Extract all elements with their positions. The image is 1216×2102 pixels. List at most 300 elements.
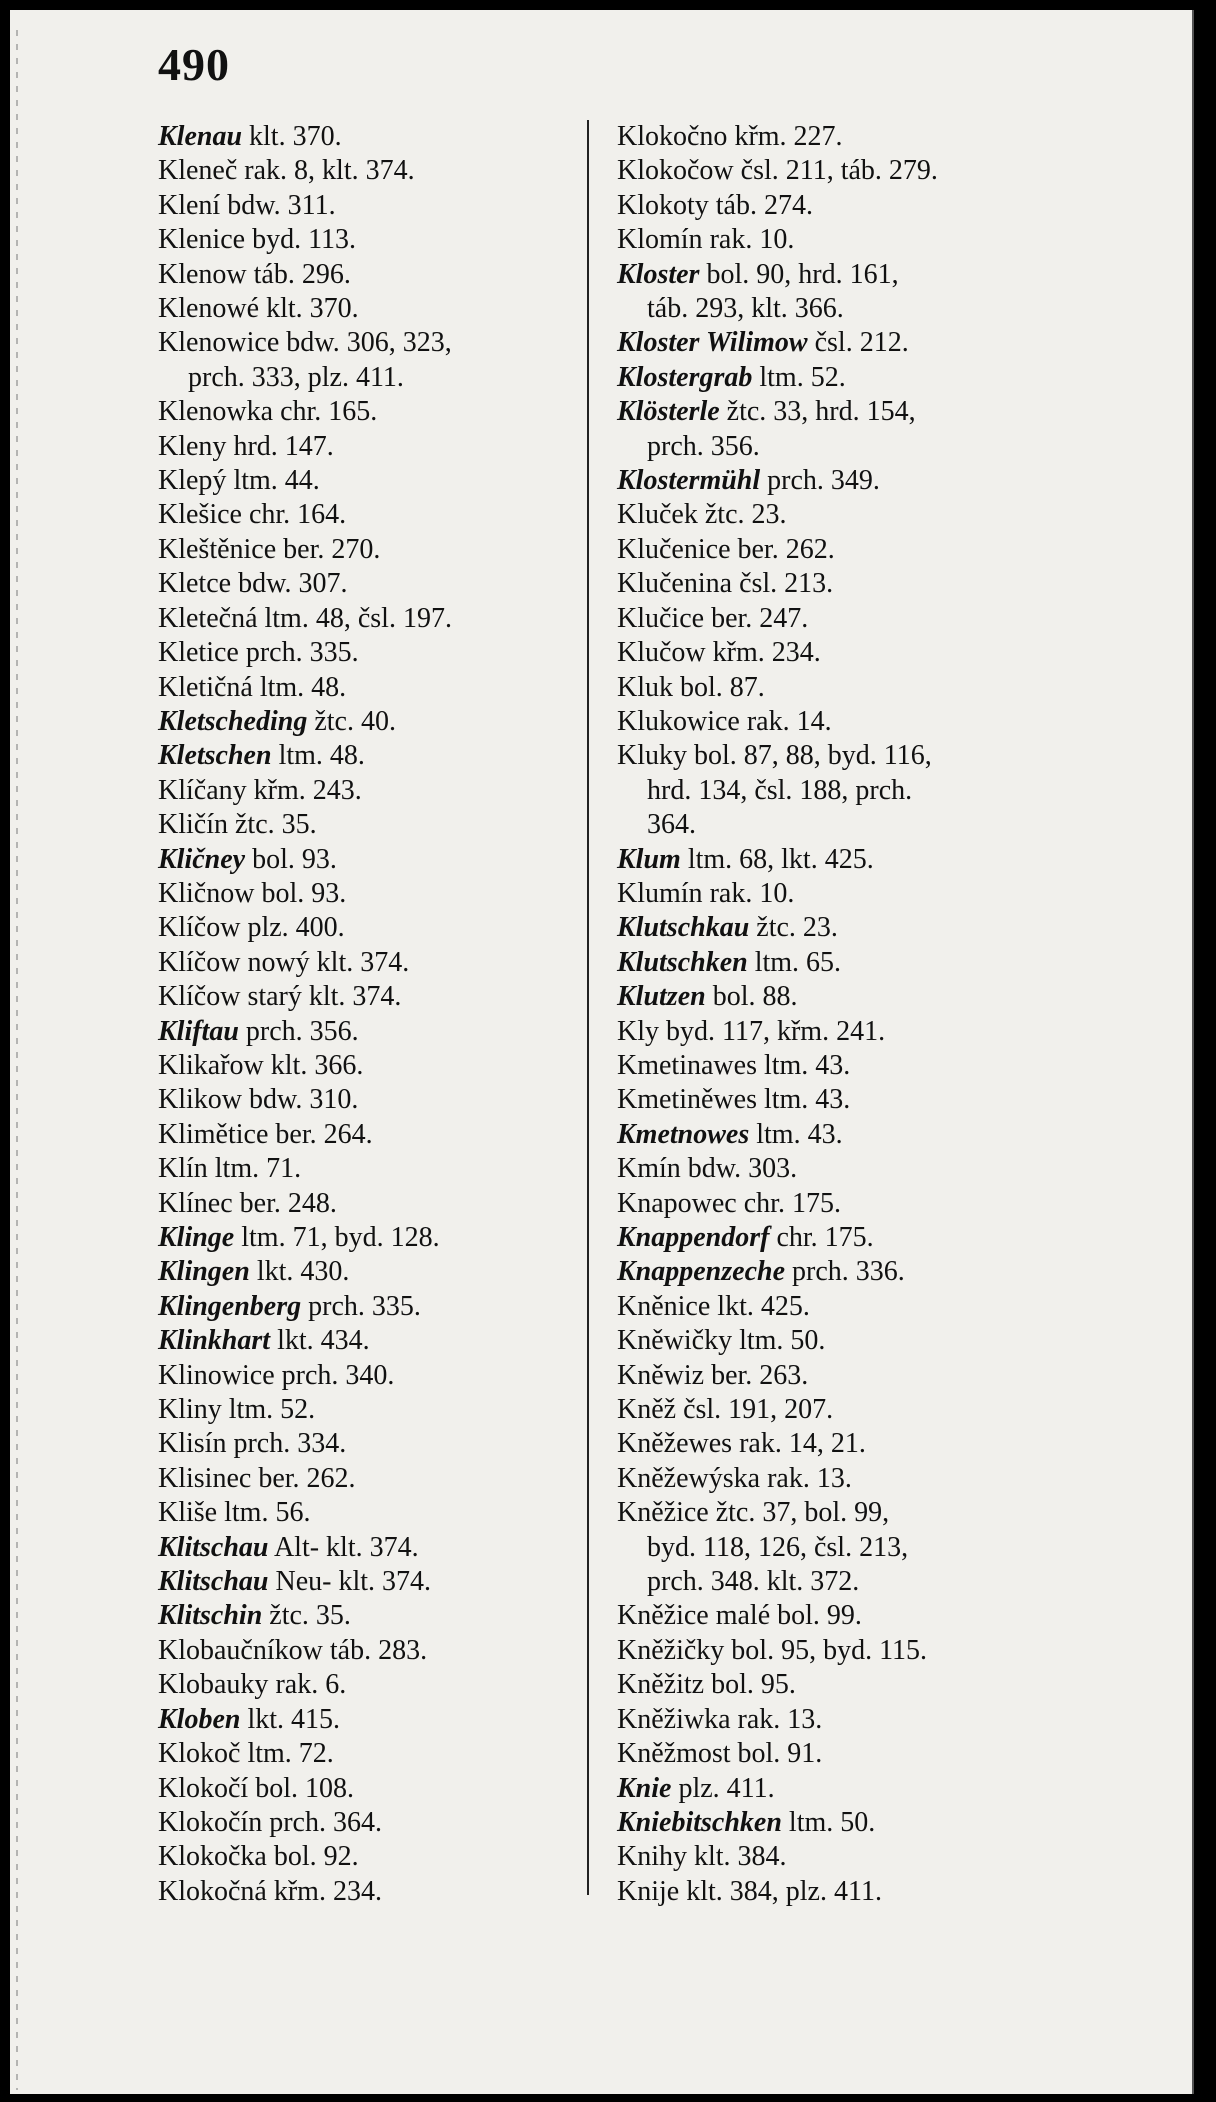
- entry-references: rak. 14.: [739, 705, 832, 737]
- index-entry: [158, 1393, 608, 1427]
- entry-headword: Klínec: [158, 1187, 233, 1219]
- entry-continuation: byd. 118, 126, čsl. 213,: [647, 1531, 909, 1563]
- entry-references: ltm. 44.: [226, 465, 320, 497]
- index-entry: [617, 1118, 1067, 1152]
- entry-references: křm. 234.: [266, 1875, 382, 1907]
- entry-headword: Kloben: [158, 1703, 241, 1735]
- index-entry: [617, 464, 1067, 498]
- index-entry: [617, 911, 1067, 945]
- index-entry: [158, 154, 608, 188]
- entry-references: táb. 274.: [708, 189, 813, 221]
- entry-headword: Kněžewes: [617, 1428, 733, 1460]
- entry-headword: Kletce: [158, 568, 232, 600]
- entry-references: lkt. 434.: [270, 1325, 370, 1357]
- index-entry: [158, 1806, 608, 1840]
- entry-references: ltm. 52.: [752, 361, 846, 393]
- entry-references: rak. 13.: [760, 1462, 852, 1494]
- index-entry: [158, 946, 608, 980]
- entry-headword: Klešice: [158, 499, 242, 531]
- entry-headword: Klinge: [158, 1222, 235, 1253]
- entry-references: žtc. 23.: [749, 912, 838, 944]
- entry-headword: Knije: [617, 1875, 680, 1907]
- index-entry: [158, 980, 608, 1014]
- entry-headword: Kmetinawes: [617, 1049, 757, 1081]
- index-entry: [158, 1462, 608, 1496]
- entry-references: ltm. 43.: [756, 1049, 851, 1081]
- entry-references: bol. 108.: [248, 1772, 354, 1804]
- index-entry: [158, 1187, 608, 1221]
- entry-headword: Kmín: [617, 1153, 681, 1185]
- index-entry: [617, 567, 1067, 601]
- index-entry: [158, 1015, 608, 1049]
- index-entry: [617, 1806, 1067, 1840]
- index-entry: [158, 808, 608, 842]
- entry-references: ltm. 48.: [252, 671, 347, 703]
- entry-references: rak. 6.: [268, 1669, 347, 1701]
- index-entry: [617, 361, 1067, 395]
- entry-continuation: prch. 356.: [647, 430, 760, 462]
- index-entry: [617, 533, 1067, 567]
- page-number: 490: [158, 39, 230, 90]
- entry-headword: Knappenzeche: [617, 1256, 785, 1288]
- entry-headword: Klostermühl: [617, 465, 761, 497]
- entry-headword: Kliftau: [158, 1015, 239, 1047]
- index-entry: [617, 1049, 1067, 1083]
- index-entry: [158, 1083, 608, 1117]
- entry-references: bdw. 303.: [680, 1153, 798, 1185]
- entry-references: ber. 262.: [251, 1462, 356, 1494]
- entry-headword: Klutschken: [617, 946, 748, 978]
- entry-references: chr. 164.: [241, 499, 347, 531]
- entry-references: rak. 8, klt. 374.: [237, 155, 415, 187]
- index-entry: [158, 843, 608, 877]
- entry-references: ber. 263.: [704, 1359, 809, 1391]
- entry-headword: Kloster Wilimow: [617, 327, 808, 359]
- index-entry: [617, 1324, 1067, 1358]
- index-entry: [158, 1324, 608, 1358]
- entry-references: prch. 334.: [226, 1428, 347, 1460]
- index-entry: [617, 1359, 1067, 1393]
- index-entry: [617, 1703, 1067, 1737]
- entry-references: ltm. 43.: [749, 1118, 843, 1150]
- entry-headword: Klostergrab: [617, 361, 753, 393]
- index-column-right: [617, 120, 1067, 1909]
- entry-headword: Kleny: [158, 430, 227, 462]
- entry-references: ltm. 56.: [217, 1497, 311, 1529]
- index-entry: [617, 1875, 1067, 1909]
- entry-references: lkt. 430.: [249, 1256, 350, 1288]
- entry-references: klt. 384, plz. 411.: [679, 1875, 882, 1907]
- index-entry: [158, 1255, 608, 1289]
- index-entry: [617, 1634, 1067, 1668]
- entry-headword: Klokočná: [158, 1875, 267, 1907]
- index-entry: [158, 1290, 608, 1324]
- index-entry: [617, 258, 1067, 327]
- entry-headword: Kluk: [617, 671, 673, 703]
- entry-references: ber. 248.: [232, 1187, 337, 1219]
- entry-references: čsl. 211, táb. 279.: [733, 155, 938, 187]
- index-entry: [158, 911, 608, 945]
- entry-references: žtc. 35.: [262, 1600, 351, 1632]
- entry-references: žtc. 37, bol. 99,: [708, 1497, 890, 1529]
- entry-headword: Klenow: [158, 258, 247, 290]
- index-entry: [158, 1737, 608, 1771]
- entry-headword: Kněnice: [617, 1290, 711, 1322]
- entry-headword: Klučenina: [617, 568, 733, 600]
- index-entry: [158, 258, 608, 292]
- entry-references: žtc. 33, hrd. 154,: [719, 396, 916, 428]
- index-entry: [158, 1668, 608, 1702]
- entry-references: klt. 370.: [242, 121, 342, 152]
- entry-headword: Kloster: [617, 258, 700, 290]
- index-entry: [158, 326, 608, 395]
- entry-headword: Klingenberg: [158, 1290, 302, 1322]
- index-entry: [158, 1531, 608, 1565]
- entry-references: bol. 93.: [254, 877, 347, 909]
- entry-references: ber. 247.: [704, 602, 809, 634]
- index-entry: [617, 1015, 1067, 1049]
- entry-references: starý klt. 374.: [240, 981, 402, 1013]
- entry-headword: Kletschen: [158, 740, 272, 772]
- entry-headword: Kněžitz: [617, 1669, 705, 1701]
- entry-references: prch. 335.: [301, 1290, 421, 1322]
- page-edge-shadow: [16, 30, 18, 2090]
- entry-headword: Klepý: [158, 465, 227, 497]
- entry-headword: Klíčany: [158, 774, 247, 806]
- index-entry: [617, 154, 1067, 188]
- entry-references: žtc. 40.: [307, 705, 396, 737]
- entry-references: rak. 14, 21.: [732, 1428, 866, 1460]
- entry-references: bol. 92.: [266, 1841, 359, 1873]
- index-entry: [158, 498, 608, 532]
- entry-headword: Klučice: [617, 602, 705, 634]
- entry-headword: Kličney: [158, 843, 246, 875]
- entry-headword: Klum: [617, 843, 681, 875]
- entry-headword: Klomín: [617, 224, 703, 256]
- entry-headword: Klíčow: [158, 912, 241, 944]
- entry-references: ltm. 43.: [756, 1084, 851, 1116]
- entry-headword: Kněwiz: [617, 1359, 705, 1391]
- entry-references: křm. 227.: [727, 121, 843, 152]
- entry-headword: Kletscheding: [158, 705, 308, 737]
- entry-headword: Klisín: [158, 1428, 227, 1460]
- entry-references: bol. 95.: [704, 1669, 796, 1701]
- entry-references: bol. 93.: [245, 843, 337, 875]
- index-entry: [158, 430, 608, 464]
- entry-references: ltm. 52.: [221, 1394, 316, 1426]
- entry-headword: Klobauky: [158, 1669, 269, 1701]
- entry-headword: Kněž: [617, 1394, 677, 1426]
- entry-headword: Klokoty: [617, 189, 709, 221]
- index-entry: [158, 1152, 608, 1186]
- entry-headword: Kluček: [617, 499, 698, 531]
- entry-references: ltm. 68, lkt. 425.: [680, 843, 874, 875]
- index-entry: [158, 292, 608, 326]
- entry-references: ber. 262.: [730, 533, 835, 565]
- entry-references: prch. 340.: [274, 1359, 395, 1391]
- entry-references: ber. 270.: [276, 533, 381, 565]
- index-entry: [158, 395, 608, 429]
- index-entry: [158, 189, 608, 223]
- entry-references: čsl. 213.: [732, 568, 834, 600]
- entry-references: bol. 87.: [673, 671, 765, 703]
- entry-headword: Kmetiněwes: [617, 1084, 757, 1116]
- index-entry: [617, 1496, 1067, 1599]
- index-entry: [158, 223, 608, 257]
- index-entry: [158, 1565, 608, 1599]
- entry-headword: Klisinec: [158, 1462, 252, 1494]
- entry-references: Alt- klt. 374.: [268, 1531, 419, 1563]
- index-entry: [617, 326, 1067, 360]
- entry-references: malé bol. 99.: [708, 1600, 862, 1632]
- entry-references: bol. 88.: [705, 981, 798, 1013]
- entry-references: bol. 87, 88, byd. 116,: [687, 740, 932, 772]
- index-column-left: [158, 120, 608, 1909]
- index-entry: [158, 1703, 608, 1737]
- entry-references: bol. 91.: [730, 1738, 823, 1770]
- entry-headword: Klutschkau: [617, 912, 750, 944]
- entry-references: rak. 13.: [730, 1703, 823, 1735]
- entry-references: křm. 234.: [705, 637, 821, 669]
- entry-headword: Klokočow: [617, 155, 734, 187]
- entry-headword: Knihy: [617, 1841, 687, 1873]
- entry-references: nowý klt. 374.: [240, 946, 410, 978]
- entry-headword: Klitschau: [158, 1531, 269, 1563]
- entry-references: bdw. 310.: [242, 1084, 359, 1116]
- entry-references: byd. 117, křm. 241.: [659, 1015, 886, 1047]
- index-entry: [158, 1840, 608, 1874]
- entry-references: ltm. 71.: [207, 1153, 302, 1185]
- entry-headword: Kleneč: [158, 155, 238, 187]
- index-entry: [617, 739, 1067, 842]
- entry-references: ltm. 50.: [781, 1806, 876, 1838]
- index-entry: [158, 636, 608, 670]
- entry-references: klt. 366.: [263, 1049, 364, 1081]
- index-entry: [158, 567, 608, 601]
- index-entry: [617, 1255, 1067, 1289]
- entry-references: prch. 364.: [262, 1806, 382, 1838]
- entry-headword: Klučenice: [617, 533, 731, 565]
- index-entry: [617, 671, 1067, 705]
- entry-references: ltm. 65.: [747, 946, 842, 978]
- entry-headword: Klín: [158, 1153, 208, 1185]
- entry-headword: Kliše: [158, 1497, 218, 1529]
- entry-headword: Kly: [617, 1015, 659, 1047]
- index-entry: [158, 739, 608, 773]
- index-entry: [158, 1599, 608, 1633]
- index-entry: [158, 1118, 608, 1152]
- entry-references: chr. 165.: [273, 396, 378, 428]
- index-entry: [158, 533, 608, 567]
- entry-references: rak. 10.: [702, 877, 795, 909]
- index-entry: [158, 671, 608, 705]
- entry-references: byd. 113.: [245, 224, 357, 256]
- index-entry: [158, 464, 608, 498]
- entry-headword: Klitschin: [158, 1600, 263, 1632]
- index-entry: [617, 636, 1067, 670]
- entry-headword: Klenowé: [158, 293, 260, 325]
- entry-headword: Kluky: [617, 740, 687, 772]
- index-entry: [617, 980, 1067, 1014]
- entry-headword: Kniebitschken: [617, 1806, 782, 1838]
- index-entry: [158, 1359, 608, 1393]
- entry-headword: Kličín: [158, 809, 228, 841]
- entry-continuation: 364.: [647, 809, 696, 841]
- entry-references: ltm. 48, čsl. 197.: [257, 602, 452, 634]
- index-entry: [158, 1772, 608, 1806]
- index-entry: [617, 843, 1067, 877]
- entry-references: plz. 411.: [671, 1772, 775, 1804]
- entry-headword: Kletice: [158, 637, 239, 669]
- entry-headword: Klenau: [158, 121, 243, 152]
- entry-headword: Kletičná: [158, 671, 253, 703]
- entry-continuation: prch. 333, plz. 411.: [188, 361, 404, 393]
- entry-headword: Klokoč: [158, 1738, 241, 1770]
- entry-references: prch. 356.: [238, 1015, 359, 1047]
- entry-headword: Klobaučníkow: [158, 1634, 323, 1666]
- entry-references: rak. 10.: [702, 224, 795, 256]
- index-entry: [617, 1393, 1067, 1427]
- index-entry: [617, 1772, 1067, 1806]
- entry-headword: Klokočín: [158, 1806, 263, 1838]
- entry-references: bol. 90, hrd. 161,: [699, 258, 899, 290]
- entry-headword: Kněwičky: [617, 1325, 733, 1357]
- entry-headword: Klingen: [158, 1256, 250, 1288]
- index-entry: [617, 1083, 1067, 1117]
- entry-references: ltm. 71, byd. 128.: [234, 1222, 440, 1253]
- index-entry: [158, 1221, 608, 1255]
- entry-references: žtc. 35.: [228, 809, 317, 841]
- entry-references: lkt. 425.: [710, 1290, 810, 1322]
- entry-references: křm. 243.: [246, 774, 362, 806]
- index-entry: [158, 1427, 608, 1461]
- index-entry: [158, 1496, 608, 1530]
- index-entry: [158, 877, 608, 911]
- entry-references: ltm. 50.: [732, 1325, 826, 1357]
- entry-headword: Klučow: [617, 637, 706, 669]
- entry-headword: Kliny: [158, 1394, 222, 1426]
- entry-references: Neu- klt. 374.: [268, 1566, 432, 1598]
- entry-headword: Klení: [158, 189, 221, 221]
- entry-headword: Klokočno: [617, 121, 728, 152]
- entry-references: prch. 336.: [785, 1256, 905, 1288]
- entry-references: prch. 335.: [238, 637, 359, 669]
- entry-headword: Klösterle: [617, 396, 720, 428]
- index-entry: [617, 223, 1067, 257]
- entry-headword: Klinkhart: [158, 1325, 271, 1357]
- entry-references: ltm. 72.: [240, 1738, 334, 1770]
- entry-headword: Klumín: [617, 877, 703, 909]
- index-entry: [617, 1462, 1067, 1496]
- entry-headword: Klikow: [158, 1084, 242, 1116]
- index-entry: [617, 1427, 1067, 1461]
- index-entry: [158, 1634, 608, 1668]
- entry-continuation: táb. 293, klt. 366.: [647, 293, 844, 325]
- entry-references: prch. 349.: [760, 465, 880, 497]
- index-entry: [158, 774, 608, 808]
- index-entry: [617, 189, 1067, 223]
- entry-references: ltm. 48.: [271, 740, 365, 772]
- entry-references: hrd. 147.: [226, 430, 334, 462]
- entry-headword: Knappendorf: [617, 1222, 770, 1253]
- entry-headword: Knapowec: [617, 1187, 737, 1219]
- index-entry: [617, 946, 1067, 980]
- entry-headword: Knie: [617, 1772, 672, 1804]
- entry-references: klt. 370.: [259, 293, 359, 325]
- entry-headword: Klíčow: [158, 981, 241, 1013]
- entry-headword: Klokočí: [158, 1772, 249, 1804]
- entry-references: chr. 175.: [736, 1187, 841, 1219]
- index-entry: [158, 705, 608, 739]
- entry-references: ber. 264.: [268, 1118, 373, 1150]
- entry-references: čsl. 191, 207.: [676, 1394, 834, 1426]
- index-entry: [158, 602, 608, 636]
- book-page: [10, 10, 1194, 2094]
- index-entry: [617, 1187, 1067, 1221]
- index-entry: [617, 1737, 1067, 1771]
- column-divider: [587, 120, 589, 1895]
- entry-headword: Kličnow: [158, 877, 255, 909]
- entry-references: táb. 296.: [246, 258, 351, 290]
- entry-headword: Klinowice: [158, 1359, 275, 1391]
- entry-headword: Klenowice: [158, 327, 280, 359]
- entry-headword: Klenowka: [158, 396, 274, 428]
- entry-headword: Kněžewýska: [617, 1462, 761, 1494]
- index-entry: [158, 1875, 608, 1909]
- entry-headword: Klimětice: [158, 1118, 269, 1150]
- entry-headword: Klutzen: [617, 981, 706, 1013]
- entry-references: bdw. 307.: [231, 568, 348, 600]
- entry-references: bdw. 306, 323,: [279, 327, 452, 359]
- entry-headword: Klitschau: [158, 1566, 269, 1598]
- entry-headword: Kleštěnice: [158, 533, 277, 565]
- index-entry: [617, 1668, 1067, 1702]
- entry-headword: Klenice: [158, 224, 246, 256]
- entry-continuation: hrd. 134, čsl. 188, prch.: [647, 774, 913, 806]
- entry-references: žtc. 23.: [697, 499, 787, 531]
- entry-continuation: prch. 348. klt. 372.: [647, 1566, 860, 1598]
- entry-headword: Klíčow: [158, 946, 241, 978]
- entry-references: chr. 175.: [769, 1222, 874, 1253]
- entry-references: čsl. 212.: [807, 327, 909, 359]
- index-entry: [617, 705, 1067, 739]
- entry-references: lkt. 415.: [240, 1703, 341, 1735]
- entry-headword: Klokočka: [158, 1841, 267, 1873]
- index-entry: [617, 1290, 1067, 1324]
- entry-headword: Klikařow: [158, 1049, 264, 1081]
- entry-references: klt. 384.: [687, 1841, 787, 1873]
- entry-references: bdw. 311.: [220, 189, 336, 221]
- index-entry: [158, 1049, 608, 1083]
- entry-references: bol. 95, byd. 115.: [724, 1634, 928, 1666]
- index-entry: [617, 498, 1067, 532]
- index-entry: [158, 120, 608, 154]
- entry-headword: Kmetnowes: [617, 1118, 750, 1150]
- entry-references: táb. 283.: [322, 1634, 428, 1666]
- entry-headword: Klukowice: [617, 705, 740, 737]
- index-entry: [617, 1152, 1067, 1186]
- index-entry: [617, 602, 1067, 636]
- entry-headword: Kněžice: [617, 1600, 709, 1632]
- entry-headword: Kněžice: [617, 1497, 709, 1529]
- index-entry: [617, 877, 1067, 911]
- entry-headword: Kněžičky: [617, 1634, 725, 1666]
- index-entry: [617, 1221, 1067, 1255]
- index-entry: [617, 1599, 1067, 1633]
- entry-headword: Kněžmost: [617, 1738, 731, 1770]
- entry-headword: Kněžiwka: [617, 1703, 731, 1735]
- entry-headword: Kletečná: [158, 602, 258, 634]
